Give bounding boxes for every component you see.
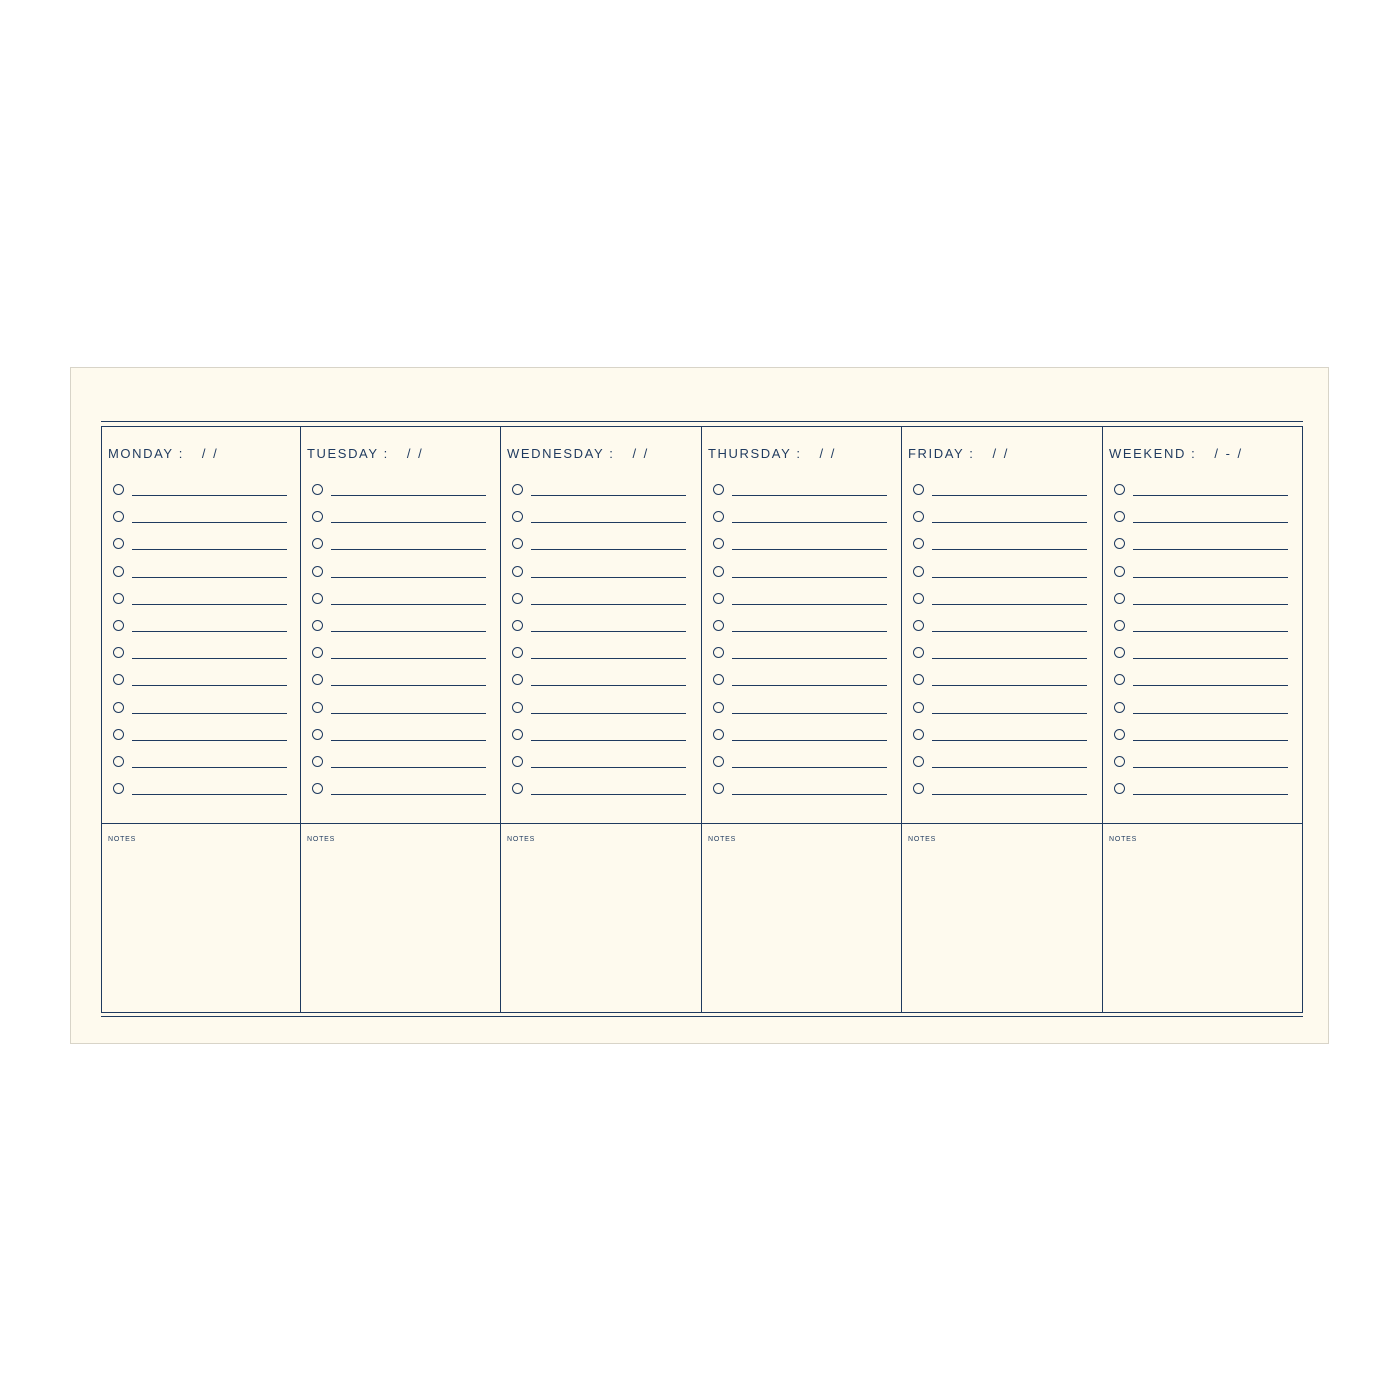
circle-checkbox-icon[interactable] [512,566,523,577]
notes-label: NOTES [108,836,137,843]
day-name: TUESDAY [307,446,379,461]
task-row [713,756,888,783]
task-row [913,484,1088,511]
task-write-line[interactable] [932,713,1087,714]
circle-checkbox-icon[interactable] [312,674,323,685]
task-write-line[interactable] [932,495,1087,496]
task-row [512,729,687,756]
task-write-line[interactable] [732,658,887,659]
circle-checkbox-icon[interactable] [512,702,523,713]
circle-checkbox-icon[interactable] [312,566,323,577]
task-row [713,538,888,565]
task-row [113,538,288,565]
circle-checkbox-icon[interactable] [913,674,924,685]
day-separator: : [969,446,975,461]
circle-checkbox-icon[interactable] [1114,511,1125,522]
task-row [113,566,288,593]
task-write-line[interactable] [932,685,1087,686]
circle-checkbox-icon[interactable] [913,566,924,577]
bottom-border-inner [101,1012,1303,1013]
day-header [908,446,1009,461]
task-row [312,511,487,538]
circle-checkbox-icon[interactable] [713,647,724,658]
task-row [713,566,888,593]
task-row [1114,756,1289,783]
task-write-line[interactable] [331,740,486,741]
task-write-line[interactable] [132,549,287,550]
task-row [113,702,288,729]
task-write-line[interactable] [732,549,887,550]
circle-checkbox-icon[interactable] [913,593,924,604]
notes-area[interactable] [502,851,697,1009]
task-write-line[interactable] [932,604,1087,605]
task-row [512,484,687,511]
circle-checkbox-icon[interactable] [713,756,724,767]
task-write-line[interactable] [732,631,887,632]
task-row [512,538,687,565]
task-write-line[interactable] [1133,767,1288,768]
circle-checkbox-icon[interactable] [913,538,924,549]
task-row [913,620,1088,647]
task-row [113,647,288,674]
circle-checkbox-icon[interactable] [1114,674,1125,685]
day-name: FRIDAY [908,446,965,461]
circle-checkbox-icon[interactable] [512,783,523,794]
circle-checkbox-icon[interactable] [113,620,124,631]
day-separator: : [609,446,615,461]
day-column-friday [901,426,1101,1012]
circle-checkbox-icon[interactable] [113,756,124,767]
task-row [713,702,888,729]
circle-checkbox-icon[interactable] [312,484,323,495]
notes-area[interactable] [703,851,898,1009]
task-write-line[interactable] [132,658,287,659]
task-write-line[interactable] [732,713,887,714]
day-name: MONDAY [108,446,174,461]
task-write-line[interactable] [531,495,686,496]
circle-checkbox-icon[interactable] [1114,756,1125,767]
task-write-line[interactable] [932,577,1087,578]
day-column-wednesday [500,426,700,1012]
circle-checkbox-icon[interactable] [113,538,124,549]
date-slots: / / [201,446,219,461]
task-write-line[interactable] [331,549,486,550]
circle-checkbox-icon[interactable] [713,674,724,685]
task-row [113,756,288,783]
task-row [512,511,687,538]
circle-checkbox-icon[interactable] [713,538,724,549]
task-row [312,756,487,783]
circle-checkbox-icon[interactable] [512,538,523,549]
task-row [312,702,487,729]
task-write-line[interactable] [1133,577,1288,578]
task-write-line[interactable] [932,631,1087,632]
day-column-weekend [1102,426,1302,1012]
day-column-tuesday [300,426,500,1012]
circle-checkbox-icon[interactable] [713,729,724,740]
task-write-line[interactable] [132,713,287,714]
circle-checkbox-icon[interactable] [512,593,523,604]
task-row [312,783,487,810]
task-row [913,729,1088,756]
day-separator: : [178,446,184,461]
task-list [1114,484,1289,810]
task-row [713,674,888,701]
task-row [713,783,888,810]
task-write-line[interactable] [1133,740,1288,741]
task-row [113,674,288,701]
circle-checkbox-icon[interactable] [1114,484,1125,495]
task-list [713,484,888,810]
task-row [312,620,487,647]
date-slots: / / [992,446,1010,461]
task-row [1114,593,1289,620]
weekly-planner [101,421,1303,1017]
notes-area[interactable] [302,851,497,1009]
task-row [113,783,288,810]
circle-checkbox-icon[interactable] [113,566,124,577]
day-header [1109,446,1243,461]
task-write-line[interactable] [531,713,686,714]
task-write-line[interactable] [1133,495,1288,496]
task-write-line[interactable] [932,767,1087,768]
task-write-line[interactable] [331,713,486,714]
task-write-line[interactable] [732,767,887,768]
notes-area[interactable] [1104,851,1299,1009]
task-row [113,620,288,647]
task-row [1114,566,1289,593]
circle-checkbox-icon[interactable] [913,756,924,767]
circle-checkbox-icon[interactable] [1114,647,1125,658]
day-header [307,446,424,461]
notes-label: NOTES [908,836,937,843]
task-write-line[interactable] [132,685,287,686]
task-write-line[interactable] [531,604,686,605]
circle-checkbox-icon[interactable] [913,783,924,794]
task-write-line[interactable] [531,549,686,550]
task-write-line[interactable] [732,685,887,686]
task-write-line[interactable] [732,522,887,523]
notes-area[interactable] [903,851,1098,1009]
circle-checkbox-icon[interactable] [713,593,724,604]
day-header [108,446,219,461]
task-row [512,756,687,783]
task-write-line[interactable] [1133,631,1288,632]
task-write-line[interactable] [1133,522,1288,523]
day-header [507,446,649,461]
circle-checkbox-icon[interactable] [312,702,323,713]
date-slots: / / [406,446,424,461]
task-write-line[interactable] [1133,794,1288,795]
task-row [1114,647,1289,674]
day-separator: : [796,446,802,461]
day-name: WEDNESDAY [507,446,604,461]
task-write-line[interactable] [732,794,887,795]
task-row [1114,620,1289,647]
task-list [913,484,1088,810]
task-write-line[interactable] [132,522,287,523]
task-row [113,593,288,620]
circle-checkbox-icon[interactable] [312,647,323,658]
task-write-line[interactable] [531,767,686,768]
circle-checkbox-icon[interactable] [1114,593,1125,604]
task-write-line[interactable] [331,794,486,795]
task-write-line[interactable] [132,495,287,496]
circle-checkbox-icon[interactable] [113,729,124,740]
notes-area[interactable] [103,851,298,1009]
task-write-line[interactable] [932,740,1087,741]
bottom-border-outer [101,1016,1303,1017]
notes-label: NOTES [307,836,336,843]
circle-checkbox-icon[interactable] [312,756,323,767]
task-write-line[interactable] [531,740,686,741]
circle-checkbox-icon[interactable] [913,729,924,740]
circle-checkbox-icon[interactable] [1114,783,1125,794]
task-write-line[interactable] [531,794,686,795]
task-row [113,484,288,511]
task-row [913,511,1088,538]
task-row [1114,538,1289,565]
circle-checkbox-icon[interactable] [512,674,523,685]
task-row [1114,702,1289,729]
circle-checkbox-icon[interactable] [913,484,924,495]
task-write-line[interactable] [132,767,287,768]
circle-checkbox-icon[interactable] [1114,702,1125,713]
task-row [512,566,687,593]
task-row [913,783,1088,810]
date-slots: / / [632,446,650,461]
circle-checkbox-icon[interactable] [713,783,724,794]
circle-checkbox-icon[interactable] [512,620,523,631]
task-row [312,674,487,701]
day-column-thursday [701,426,901,1012]
circle-checkbox-icon[interactable] [512,756,523,767]
task-write-line[interactable] [531,522,686,523]
task-row [713,484,888,511]
task-write-line[interactable] [531,685,686,686]
circle-checkbox-icon[interactable] [312,511,323,522]
task-row [113,511,288,538]
task-row [512,702,687,729]
circle-checkbox-icon[interactable] [713,620,724,631]
circle-checkbox-icon[interactable] [113,484,124,495]
task-write-line[interactable] [331,577,486,578]
circle-checkbox-icon[interactable] [113,647,124,658]
task-write-line[interactable] [331,767,486,768]
task-row [312,484,487,511]
circle-checkbox-icon[interactable] [1114,538,1125,549]
day-separator: : [383,446,389,461]
task-row [913,566,1088,593]
circle-checkbox-icon[interactable] [113,702,124,713]
circle-checkbox-icon[interactable] [1114,620,1125,631]
circle-checkbox-icon[interactable] [512,511,523,522]
task-list [312,484,487,810]
circle-checkbox-icon[interactable] [512,729,523,740]
circle-checkbox-icon[interactable] [1114,566,1125,577]
date-slots: / / [819,446,837,461]
circle-checkbox-icon[interactable] [113,783,124,794]
task-write-line[interactable] [732,577,887,578]
circle-checkbox-icon[interactable] [1114,729,1125,740]
task-row [713,593,888,620]
circle-checkbox-icon[interactable] [512,647,523,658]
day-column-monday [101,426,301,1012]
task-row [1114,511,1289,538]
task-row [713,729,888,756]
task-write-line[interactable] [531,658,686,659]
task-write-line[interactable] [732,495,887,496]
circle-checkbox-icon[interactable] [312,783,323,794]
task-list [512,484,687,810]
column-divider [1302,426,1303,1012]
circle-checkbox-icon[interactable] [913,702,924,713]
day-header [708,446,836,461]
circle-checkbox-icon[interactable] [312,538,323,549]
notes-label: NOTES [708,836,737,843]
circle-checkbox-icon[interactable] [312,729,323,740]
circle-checkbox-icon[interactable] [113,674,124,685]
task-row [312,538,487,565]
notes-label: NOTES [507,836,536,843]
task-row [512,593,687,620]
task-row [913,674,1088,701]
task-row [512,647,687,674]
circle-checkbox-icon[interactable] [512,484,523,495]
task-row [713,511,888,538]
task-write-line[interactable] [331,631,486,632]
task-list [113,484,288,810]
task-row [512,620,687,647]
day-separator: : [1191,446,1197,461]
circle-checkbox-icon[interactable] [913,511,924,522]
circle-checkbox-icon[interactable] [713,484,724,495]
task-write-line[interactable] [1133,604,1288,605]
task-write-line[interactable] [932,794,1087,795]
task-row [512,783,687,810]
task-row [913,647,1088,674]
task-row [312,647,487,674]
circle-checkbox-icon[interactable] [913,647,924,658]
task-row [1114,484,1289,511]
top-border-outer [101,421,1303,422]
task-row [1114,783,1289,810]
task-write-line[interactable] [331,495,486,496]
task-write-line[interactable] [732,740,887,741]
task-row [1114,729,1289,756]
task-write-line[interactable] [132,740,287,741]
task-write-line[interactable] [1133,549,1288,550]
task-row [312,566,487,593]
notes-label: NOTES [1109,836,1138,843]
planner-sheet [70,367,1329,1044]
task-row [913,538,1088,565]
circle-checkbox-icon[interactable] [113,593,124,604]
task-row [713,620,888,647]
task-write-line[interactable] [932,522,1087,523]
task-write-line[interactable] [732,604,887,605]
task-write-line[interactable] [1133,713,1288,714]
task-row [713,647,888,674]
task-write-line[interactable] [932,658,1087,659]
task-row [913,702,1088,729]
circle-checkbox-icon[interactable] [312,620,323,631]
day-name: THURSDAY [708,446,792,461]
circle-checkbox-icon[interactable] [113,511,124,522]
task-write-line[interactable] [331,604,486,605]
task-row [913,756,1088,783]
task-write-line[interactable] [932,549,1087,550]
task-write-line[interactable] [132,577,287,578]
circle-checkbox-icon[interactable] [713,566,724,577]
task-write-line[interactable] [132,631,287,632]
task-write-line[interactable] [1133,658,1288,659]
date-slots: / - / [1214,446,1244,461]
task-write-line[interactable] [1133,685,1288,686]
circle-checkbox-icon[interactable] [713,511,724,522]
task-row [312,729,487,756]
task-row [312,593,487,620]
task-write-line[interactable] [132,604,287,605]
task-write-line[interactable] [331,685,486,686]
circle-checkbox-icon[interactable] [913,620,924,631]
task-write-line[interactable] [132,794,287,795]
day-name: WEEKEND [1109,446,1186,461]
task-row [113,729,288,756]
task-row [512,674,687,701]
task-row [1114,674,1289,701]
circle-checkbox-icon[interactable] [312,593,323,604]
task-row [913,593,1088,620]
task-write-line[interactable] [331,658,486,659]
task-write-line[interactable] [531,631,686,632]
circle-checkbox-icon[interactable] [713,702,724,713]
task-write-line[interactable] [531,577,686,578]
task-write-line[interactable] [331,522,486,523]
